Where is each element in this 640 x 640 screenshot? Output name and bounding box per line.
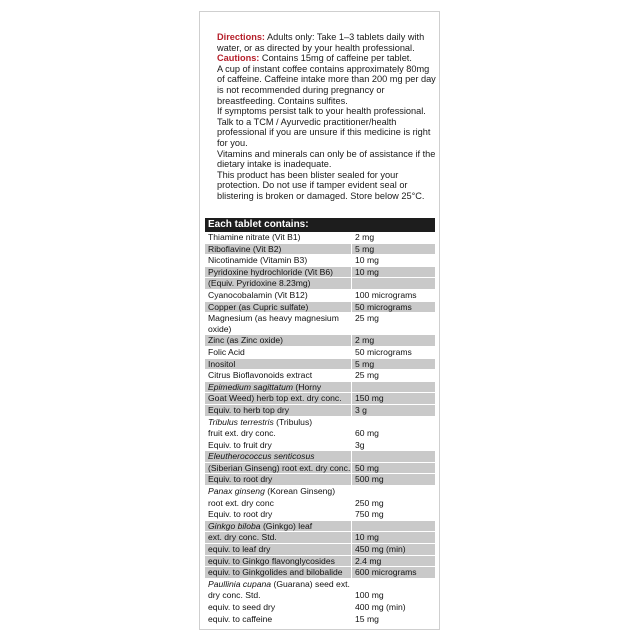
table-row [205, 462, 435, 474]
table-row [205, 497, 435, 509]
directions-paragraph [217, 32, 437, 53]
table-row [205, 289, 435, 301]
table-row [205, 566, 435, 578]
ingredient-name-text: (Equiv. Pyridoxine 8.23mg) [208, 278, 311, 289]
ingredient-name-text: (Siberian Ginseng) root ext. dry conc. [208, 462, 351, 473]
label-panel [199, 11, 440, 630]
table-row [205, 485, 435, 497]
ingredient-amount: 2 mg [351, 335, 435, 346]
ingredient-name [205, 463, 351, 474]
table-row [205, 589, 435, 601]
ingredient-amount: 3g [351, 440, 435, 451]
ingredient-botanical-name: Tribulus terrestris [208, 416, 274, 427]
caution-paragraph: If symptoms persist talk to your health professional. [217, 106, 426, 117]
table-row [205, 473, 435, 485]
directions-text: Adults only: Take 1–3 tablets daily with water, or as directed by your health professional. [217, 32, 425, 53]
ingredient-name [205, 405, 351, 416]
ingredient-name-text: equiv. to leaf dry [208, 544, 271, 555]
table-row [205, 404, 435, 416]
ingredient-name [205, 232, 351, 243]
ingredient-name [205, 440, 351, 451]
ingredient-amount: 400 mg (min) [351, 602, 435, 613]
directions-text-block [217, 32, 437, 202]
ingredient-name [205, 347, 351, 358]
ingredient-amount: 450 mg (min) [351, 544, 435, 555]
ingredient-name [205, 244, 351, 255]
ingredient-name [205, 532, 351, 543]
table-row [205, 334, 435, 346]
ingredient-name-text: (Korean Ginseng) [264, 486, 336, 497]
ingredient-name-text: dry conc. Std. [208, 590, 261, 601]
ingredient-amount: 15 mg [351, 614, 435, 625]
table-row [205, 346, 435, 358]
ingredient-name [205, 302, 351, 313]
directions-label: Directions: [217, 32, 265, 42]
table-row [205, 508, 435, 520]
table-row [205, 450, 435, 462]
ingredient-name-text: (Tribulus) [273, 416, 313, 427]
ingredient-name-text: root ext. dry conc [208, 497, 274, 508]
ingredient-name [205, 370, 351, 381]
ingredient-name [205, 556, 351, 567]
ingredient-amount: 60 mg [351, 428, 435, 439]
ingredient-name-text: Cyanocobalamin (Vit B12) [208, 289, 308, 300]
ingredient-name [205, 498, 351, 509]
ingredient-amount: 25 mg [351, 313, 435, 334]
ingredient-name [205, 335, 351, 346]
table-row [205, 427, 435, 439]
ingredient-name [205, 267, 351, 278]
table-row [205, 578, 435, 590]
ingredient-name-text: Citrus Bioflavonoids extract [208, 370, 313, 381]
table-row [205, 277, 435, 289]
ingredient-name-text: Thiamine nitrate (Vit B1) [208, 232, 301, 242]
ingredient-amount: 250 mg [351, 498, 435, 509]
table-row [205, 531, 435, 543]
ingredient-name-text: Riboflavine (Vit B2) [208, 243, 282, 254]
ingredient-amount: 2.4 mg [351, 556, 435, 567]
ingredient-name-text: Equiv. to root dry [208, 509, 273, 520]
caution-paragraph: Vitamins and minerals can only be of assistance if the dietary intake is inadequate. [217, 148, 436, 170]
cautions-label: Cautions: [217, 53, 260, 64]
ingredient-amount: 50 mg [351, 463, 435, 474]
ingredient-name [205, 486, 351, 497]
ingredient-amount [351, 486, 435, 497]
table-row [205, 416, 435, 428]
ingredients-table-body [205, 232, 435, 624]
caution-paragraph: A cup of instant coffee contains approximately 80mg of caffeine. Caffeine intake more than 200 mg per day is not recommended during pregnancy or breastfeeding. Contains sulfites. [217, 63, 436, 106]
ingredient-name [205, 290, 351, 301]
ingredient-name-text: equiv. to caffeine [208, 613, 273, 624]
ingredient-name [205, 567, 351, 578]
ingredient-name-text: Equiv. to root dry [208, 474, 273, 485]
table-row [205, 232, 435, 243]
ingredient-amount: 50 micrograms [351, 347, 435, 358]
table-row [205, 243, 435, 255]
ingredient-amount: 5 mg [351, 359, 435, 370]
ingredient-amount [351, 382, 435, 393]
table-row [205, 301, 435, 313]
ingredient-amount: 25 mg [351, 370, 435, 381]
ingredient-amount: 100 mg [351, 590, 435, 601]
ingredient-name-text: Equiv. to herb top dry [208, 404, 290, 415]
table-row [205, 312, 435, 334]
ingredient-name [205, 614, 351, 625]
ingredient-botanical-name: Panax ginseng [208, 486, 265, 497]
ingredients-table [205, 218, 435, 624]
table-row [205, 358, 435, 370]
ingredient-name [205, 602, 351, 613]
table-row [205, 555, 435, 567]
ingredient-amount [351, 417, 435, 428]
ingredient-name-text: equiv. to Ginkgo flavonglycosides [208, 555, 335, 566]
ingredient-botanical-name: Epimedium sagittatum [208, 381, 294, 392]
cautions-text: Contains 15mg of caffeine per tablet. [259, 53, 412, 64]
ingredient-amount: 10 mg [351, 532, 435, 543]
ingredient-name [205, 278, 351, 289]
ingredient-amount: 10 mg [351, 267, 435, 278]
table-row [205, 392, 435, 404]
ingredient-name [205, 544, 351, 555]
ingredient-amount: 500 mg [351, 474, 435, 485]
ingredient-amount: 150 mg [351, 393, 435, 404]
ingredient-name [205, 579, 351, 590]
table-row [205, 369, 435, 381]
ingredient-name [205, 474, 351, 485]
cautions-paragraph [217, 53, 437, 64]
table-row [205, 520, 435, 532]
table-row [205, 543, 435, 555]
ingredient-botanical-name: Paullinia cupana [208, 578, 272, 589]
table-row [205, 266, 435, 278]
ingredient-amount: 2 mg [351, 232, 435, 243]
ingredient-name-text: (Guarana) seed ext. [271, 578, 350, 589]
ingredient-name [205, 428, 351, 439]
ingredient-name [205, 451, 351, 462]
table-row [205, 439, 435, 451]
ingredient-amount [351, 451, 435, 462]
ingredient-name-text: Magnesium (as heavy magnesium oxide) [208, 313, 339, 334]
ingredient-amount: 10 mg [351, 255, 435, 266]
ingredient-amount: 3 g [351, 405, 435, 416]
ingredient-name-text: Copper (as Cupric sulfate) [208, 301, 309, 312]
ingredient-name-text: Equiv. to fruit dry [208, 439, 272, 450]
ingredient-amount: 100 micrograms [351, 290, 435, 301]
ingredient-name-text: equiv. to Ginkgolides and bilobalide [208, 567, 343, 578]
ingredient-name-text: Pyridoxine hydrochloride (Vit B6) [208, 266, 333, 277]
ingredient-name [205, 313, 351, 334]
ingredient-name [205, 359, 351, 370]
ingredient-name-text: Nicotinamide (Vitamin B3) [208, 255, 308, 266]
ingredient-name [205, 382, 351, 393]
ingredient-name [205, 509, 351, 520]
table-row [205, 381, 435, 393]
ingredients-table-header: Each tablet contains: [205, 218, 435, 232]
ingredient-amount: 50 micrograms [351, 302, 435, 313]
caution-paragraph: Talk to a TCM / Ayurvedic practitioner/health professional if you are unsure if this medicine is right for you. [217, 116, 431, 148]
ingredient-amount [351, 278, 435, 289]
table-row [205, 613, 435, 625]
ingredient-name [205, 521, 351, 532]
ingredient-name [205, 393, 351, 404]
table-row [205, 254, 435, 266]
ingredient-name [205, 417, 351, 428]
ingredient-name-text: (Ginkgo) leaf [260, 520, 313, 531]
ingredient-name-text: equiv. to seed dry [208, 602, 276, 612]
table-row [205, 601, 435, 613]
ingredient-name-text: fruit ext. dry conc. [208, 428, 276, 439]
ingredient-amount [351, 579, 435, 590]
ingredient-amount: 5 mg [351, 244, 435, 255]
ingredient-botanical-name: Eleutherococcus senticosus [208, 451, 315, 462]
ingredient-name [205, 590, 351, 601]
ingredient-name-text: Zinc (as Zinc oxide) [208, 335, 283, 346]
ingredient-botanical-name: Ginkgo biloba [208, 520, 261, 531]
ingredient-name-text: Inositol [208, 358, 236, 369]
ingredient-name [205, 255, 351, 266]
ingredient-name-text: Goat Weed) herb top ext. dry conc. [208, 393, 342, 404]
ingredient-amount: 750 mg [351, 509, 435, 520]
ingredient-amount [351, 521, 435, 532]
ingredient-name-text: ext. dry conc. Std. [208, 532, 277, 543]
caution-paragraph: This product has been blister sealed for your protection. Do not use if tamper evident seal or blistering is broken or damaged. Store below 25°C. [217, 169, 425, 201]
ingredient-amount: 600 micrograms [351, 567, 435, 578]
ingredient-name-text: Folic Acid [208, 346, 245, 357]
ingredient-name-text: (Horny [293, 381, 322, 392]
